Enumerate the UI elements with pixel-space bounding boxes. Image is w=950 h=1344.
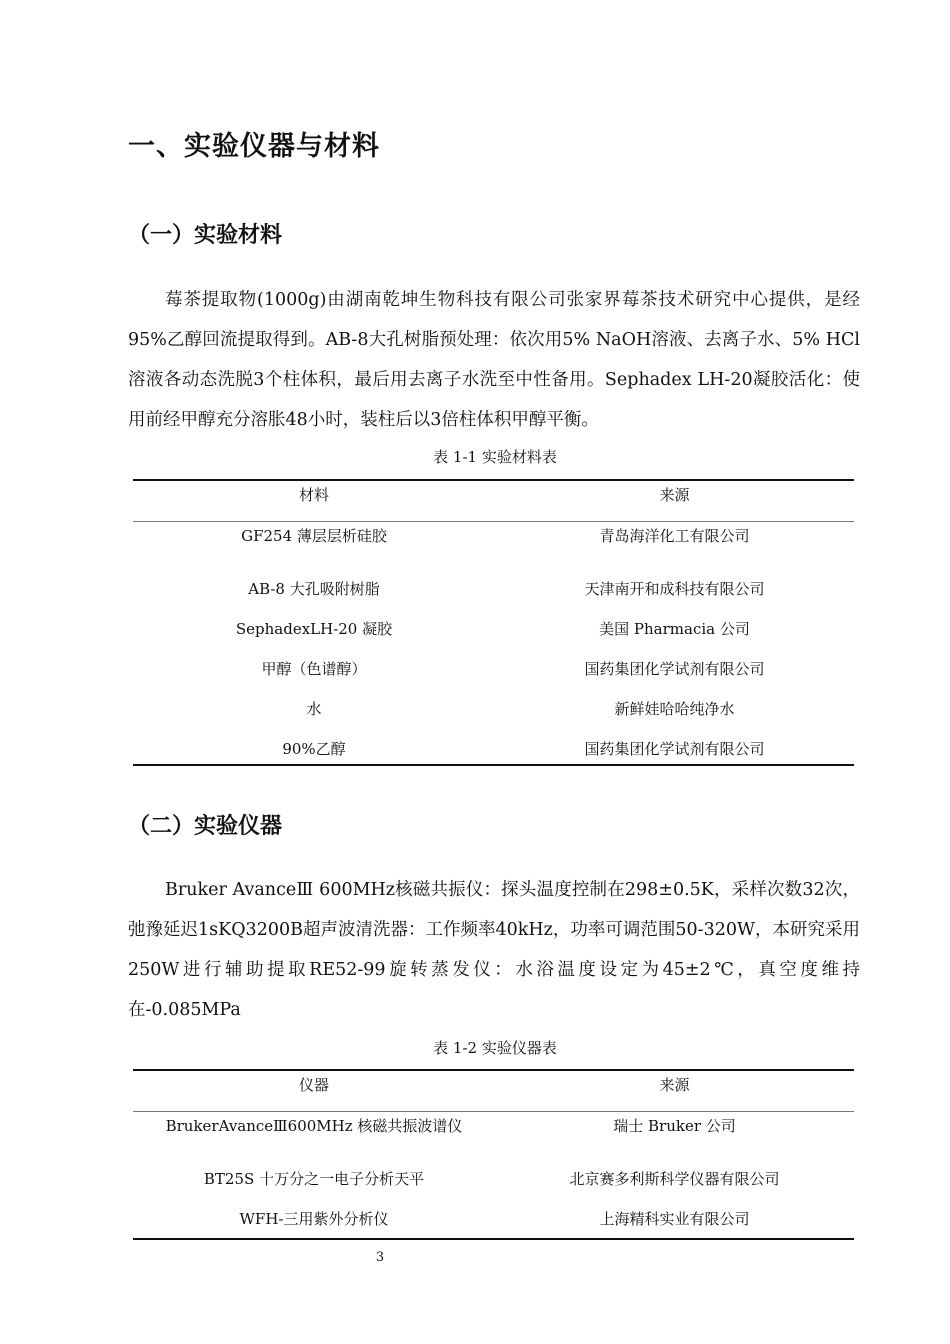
- table-caption-materials: 表 1-1 实验材料表: [433, 448, 557, 466]
- table-cell: 天津南开和成科技有限公司: [584, 579, 765, 598]
- table-row: [133, 728, 854, 768]
- table-cell: 瑞士 Bruker 公司: [613, 1117, 736, 1135]
- table-cell: 上海精科实业有限公司: [599, 1209, 750, 1228]
- section-heading-instruments: （二）实验仪器: [128, 814, 283, 839]
- table-row: [133, 1111, 854, 1158]
- table-cell: 国药集团化学试剂有限公司: [584, 739, 765, 758]
- instruments-table: [133, 1071, 854, 1238]
- table-bottom-rule: [133, 1238, 854, 1240]
- table-cell: BT25S 十万分之一电子分析天平: [203, 1169, 425, 1188]
- table-cell: AB-8 大孔吸附树脂: [248, 579, 380, 598]
- table-cell: 国药集团化学试剂有限公司: [584, 659, 765, 678]
- table-cell: 甲醇（色谱醇）: [261, 659, 367, 678]
- table-cell: 北京赛多利斯科学仪器有限公司: [569, 1169, 780, 1188]
- table-cell: BrukerAvanceⅢ600MHz 核磁共振波谱仪: [165, 1117, 463, 1135]
- table-cell: GF254 薄层层析硅胶: [241, 527, 387, 545]
- table-caption-instruments: 表 1-2 实验仪器表: [433, 1039, 557, 1057]
- table-cell: SephadexLH-20 凝胶: [235, 619, 393, 638]
- table-cell: 新鲜娃哈哈纯净水: [614, 699, 735, 718]
- table-row: [133, 648, 854, 688]
- chapter-heading: 一、实验仪器与材料: [128, 131, 380, 162]
- materials-paragraph: 莓茶提取物(1000g)由湖南乾坤生物科技有限公司张家界莓茶技术研究中心提供，是经95%乙醇回流提取得到。AB-8大孔树脂预处理：依次用5% NaOH溶液、去离子水、5% HCl溶液各动态洗脱3个柱体积，最后用去离子水洗至中性备用。Sephadex LH-20凝胶活化：使用前经甲醇充分溶胀48小时，装柱后以3倍柱体积甲醇平衡。: [128, 290, 860, 430]
- table-header-row: [133, 1071, 854, 1111]
- table-cell: 水: [306, 699, 322, 718]
- table-row: [133, 1158, 854, 1198]
- page-number: 3: [375, 1250, 385, 1265]
- table-row: [133, 521, 854, 568]
- column-header: 来源: [659, 1076, 690, 1094]
- table-row: [133, 688, 854, 728]
- table-header-row: [133, 481, 854, 521]
- table-row: [133, 568, 854, 608]
- column-header: 仪器: [298, 1076, 329, 1094]
- table-cell: 美国 Pharmacia 公司: [599, 619, 750, 638]
- column-header: 来源: [659, 486, 690, 504]
- table-row: [133, 1198, 854, 1238]
- instruments-paragraph: Bruker AvanceⅢ 600MHz核磁共振仪：探头温度控制在298±0.5K，采样次数32次，弛豫延迟1sKQ3200B超声波清洗器：工作频率40kHz，功率可调范围50-320W，本研究采用250W进行辅助提取RE52-99旋转蒸发仪：水浴温度设定为45±2℃，真空度维持在-0.085MPa: [128, 880, 860, 1020]
- section-heading-materials: （一）实验材料: [128, 223, 283, 248]
- table-cell: 90%乙醇: [282, 739, 346, 758]
- table-cell: WFH-三用紫外分析仪: [239, 1209, 389, 1228]
- column-header: 材料: [298, 486, 329, 504]
- materials-table: [133, 481, 854, 768]
- table-row: [133, 608, 854, 648]
- table-cell: 青岛海洋化工有限公司: [599, 527, 750, 545]
